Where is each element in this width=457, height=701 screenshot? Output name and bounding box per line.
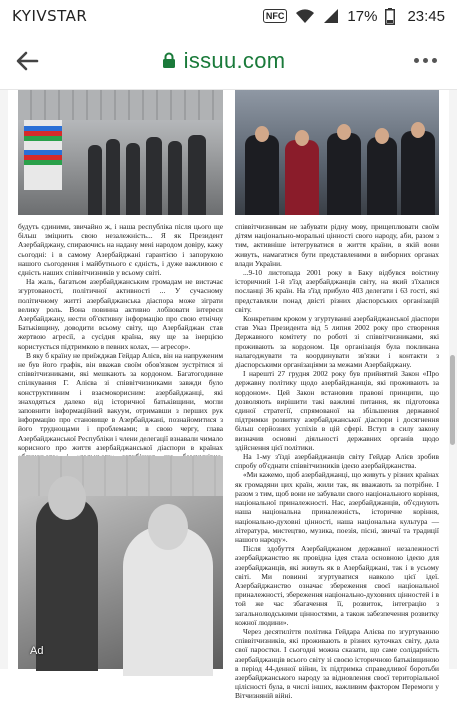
- back-button[interactable]: [12, 46, 42, 76]
- paragraph: І нарешті 27 грудня 2002 року був прийнятий Закон «Про державну політику щодо азербайджанців, які проживають за кордоном». Цей Закон встановив правові принципи, що дозволяють вирішити такі важливі питання, як підготовка єдиної стратегії, спрямованої на збільшення державної підтримки розвитку азербайджанської діаспори і досягнення більш серйозних успіхів в цій сфері. Вступ в силу закону визначив основні діяльності державних органів щодо здійснення цієї політики.: [235, 369, 439, 452]
- battery-percent: 17%: [347, 7, 378, 25]
- lock-icon: [162, 52, 176, 69]
- paragraph: Через десятиліття політика Гейдара Алієва по згуртуванню співвітчизників, які проживають в різних куточках світу, дала свої паростки. І сьогодні можна сказати, що саме солідарність азербайджанців всього світу зі своєю історичною батьківщиною в період 44-денної війни, їх підтримка справедливої боротьби азербайджанського народу за відновлення своєї територіальної цілісності була, в числі інших, важливим фактором Перемоги у Вітчизняній війні.: [235, 626, 439, 701]
- paragraph: На жаль, багатьом азербайджанським громадам не вистачає згуртованості, політичної активності ... У сучасному політичному житті азербайджанська діаспора може зіграти велику роль. Вона повинна активно лобіювати інтереси Азербайджану, нести об'єктивну інформацію про свою етнічну Батьківщину, доводити всьому світу, що Азербайджан став жертвою агресії, а сусідня країна, яку ще за інерцією користується підтримкою в певних колах, — агресор».: [18, 277, 223, 351]
- dot-icon: [432, 58, 437, 63]
- paragraph: співвітчизникам не забувати рідну мову, прищеплювати своїм дітям національно-моральні цінності свого народу, аби, разом з тим, активніше інтегруватися в життя країни, в якій вони живуть, намагатися бути представленими в виборних органах влади України.: [235, 222, 439, 268]
- paragraph: На 1-му з'їзді азербайджанців світу Гейдар Алієв зробив спробу об'єднати співвітчизників ідеєю азербайджанства.: [235, 452, 439, 471]
- wifi-icon: [295, 8, 315, 24]
- scrollbar-thumb[interactable]: [450, 355, 455, 445]
- clock: 23:45: [407, 7, 445, 25]
- arrow-left-icon: [16, 51, 38, 71]
- nfc-icon: NFC: [263, 9, 288, 23]
- paragraph: будуть єдиними, звичайно ж, і наша республіка після цього ще більш зміцнить свою незалежність... Я як Президент Азербайджану, спираючись на надану мені народом довіру, кажу сьогодні: і в самому Азербайджані гарантією і запорукою нашого сьогодення і майбутнього є єдність, і дуже важливою є єдність наших співвітчизників у всьому світі.: [18, 222, 223, 278]
- ad-label: Ad: [30, 645, 44, 657]
- battery-icon: [385, 8, 395, 25]
- paragraph: В яку б країну не приїжджав Гейдар Алієв, він на напруженим не був його графік, він вважав своїм обов'язком зустрітися зі співвітчизниками, які мешкають за кордоном. Багатогодинне спілкування Г. Алієва зі співвітчизниками завжди було конструктивним і взаємокорисним: азербайджанці, які знаходяться далеко від історичної батьківщини, могли заповнити інформаційний вакуум, отримавши з перших рук інформацію про становище в Азербайджані, познайомитися з його труднощами і проблемами; в свою чергу, глава Азербайджанської Республіки і члени делегації взнавали чимало корисного про життя азербайджанської діаспори в країнах: [18, 350, 223, 452]
- article-column-right: [235, 222, 439, 701]
- paragraph: ...9-10 листопада 2001 року в Баку відбувся воістину історичний 1-й з'їзд азербайджанців світу, на який з'їхалися посланці 36 країн. На з'їзд прибуло 403 делегати і 63 гості, які представляли понад двісті різних діаспорських організацій світу.: [235, 268, 439, 314]
- dot-icon: [423, 58, 428, 63]
- photo-exhibition: [18, 90, 223, 215]
- photo-archive-meeting: [18, 456, 223, 669]
- paragraph: Конкретним кроком у згуртуванні азербайджанської діаспори став Указ Президента від 5 липня 2002 року про створення Державного комітету по роботі зі співвітчизниками, які проживають за кордоном. Ця організація була покликана налагоджувати та координувати зв'язки і контакти з діаспорськими організаціями за межами Азербайджану.: [235, 314, 439, 370]
- photo-delegation: [235, 90, 439, 215]
- address-bar[interactable]: [42, 48, 405, 74]
- status-icons: [263, 8, 445, 25]
- paragraph: «Ми кажемо, щоб азербайджанці, що живуть у різних країнах як громадяни цих країн, жили так, як вважають за потрібне. І разом з тим, щоб вони не забували свого національного коріння, національної приналежності. Нас, азербайджанців, об'єднують наша національна приналежність, історичне коріння, національно-духовні цінності, наша національна культура — література, мистецтво, музика, поезія, пісні, звичаї та традиції нашого народу».: [235, 470, 439, 544]
- dot-icon: [414, 58, 419, 63]
- carrier-name: KYIVSTAR: [12, 7, 88, 25]
- status-bar: [0, 0, 457, 32]
- article-column-left: [18, 222, 223, 454]
- more-options-button[interactable]: [405, 46, 445, 76]
- url-text: issuu.com: [183, 47, 286, 73]
- document-viewer[interactable]: [0, 90, 457, 701]
- document-page: [8, 90, 449, 701]
- browser-toolbar: [0, 32, 457, 90]
- signal-icon: [323, 8, 339, 24]
- paragraph: Після здобуття Азербайджаном державної незалежності азербайджанство як провідна ідея стала основною ідеєю для азербайджанців, які живуть як в Азербайджані, так і в усьому світі. Ми повинні згуртуватися навколо цієї ідеї. Азербайджанство означає збереження своєї національної приналежності, збереження національно-духовних цінностей і в той же час збагачення її, розвиток, інтеграцію з загальнолюдськими цінностями, а також забезпечення розвитку кожної людини».: [235, 544, 439, 627]
